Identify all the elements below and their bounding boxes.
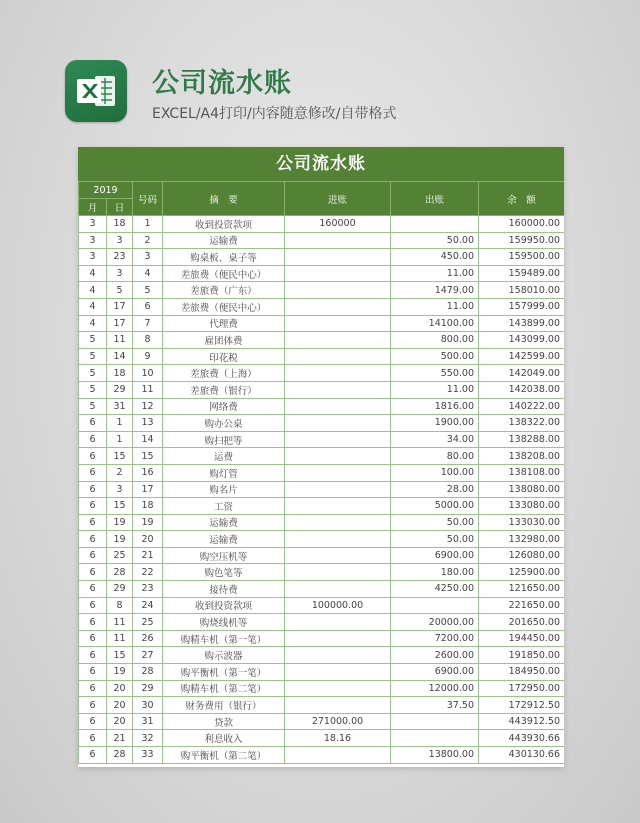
expense-cell: 50.00 [391, 531, 479, 548]
expense-cell [391, 597, 479, 614]
number-cell: 12 [133, 398, 163, 415]
income-cell [285, 298, 391, 315]
table-row [79, 232, 565, 249]
description-cell: 购灯管 [163, 464, 285, 481]
description-cell: 购烧线机等 [163, 614, 285, 631]
number-cell: 1 [133, 216, 163, 233]
income-cell [285, 481, 391, 498]
description-cell: 运费 [163, 448, 285, 465]
day-cell: 11 [107, 614, 133, 631]
day-cell: 18 [107, 216, 133, 233]
table-row [79, 547, 565, 564]
expense-cell: 180.00 [391, 564, 479, 581]
balance-cell: 132980.00 [479, 531, 565, 548]
expense-cell: 100.00 [391, 464, 479, 481]
month-cell: 5 [79, 332, 107, 349]
description-cell: 购色笔等 [163, 564, 285, 581]
description-cell: 购空压机等 [163, 547, 285, 564]
month-cell: 6 [79, 498, 107, 515]
day-cell: 17 [107, 315, 133, 332]
income-cell [285, 415, 391, 432]
expense-cell: 1816.00 [391, 398, 479, 415]
balance-cell: 157999.00 [479, 298, 565, 315]
expense-cell: 1900.00 [391, 415, 479, 432]
number-cell: 13 [133, 415, 163, 432]
balance-cell: 126080.00 [479, 547, 565, 564]
table-row [79, 713, 565, 730]
balance-cell: 140222.00 [479, 398, 565, 415]
description-cell: 运输费 [163, 531, 285, 548]
income-cell [285, 747, 391, 764]
expense-cell: 7200.00 [391, 630, 479, 647]
month-cell: 6 [79, 680, 107, 697]
number-cell: 25 [133, 614, 163, 631]
number-cell: 20 [133, 531, 163, 548]
sheet-banner: 公司流水账 [78, 147, 564, 181]
ledger-table [78, 181, 564, 764]
number-cell: 9 [133, 348, 163, 365]
expense-cell: 550.00 [391, 365, 479, 382]
month-cell: 6 [79, 431, 107, 448]
expense-cell: 14100.00 [391, 315, 479, 332]
balance-cell: 443912.50 [479, 713, 565, 730]
balance-cell: 143099.00 [479, 332, 565, 349]
month-cell: 6 [79, 647, 107, 664]
expense-cell: 6900.00 [391, 664, 479, 681]
day-cell: 14 [107, 348, 133, 365]
income-cell [285, 249, 391, 266]
table-row [79, 216, 565, 233]
table-row [79, 332, 565, 349]
day-cell: 15 [107, 647, 133, 664]
year-header: 2019 [79, 182, 133, 199]
description-cell: 印花税 [163, 348, 285, 365]
description-cell: 购平衡机（第一笔） [163, 664, 285, 681]
ledger-sheet [78, 147, 564, 767]
expense-cell: 11.00 [391, 381, 479, 398]
day-cell: 18 [107, 365, 133, 382]
expense-cell: 20000.00 [391, 614, 479, 631]
ledger-body [79, 216, 565, 764]
expense-cell [391, 730, 479, 747]
balance-cell: 160000.00 [479, 216, 565, 233]
expense-cell: 2600.00 [391, 647, 479, 664]
income-cell [285, 265, 391, 282]
month-cell: 6 [79, 481, 107, 498]
balance-cell: 159950.00 [479, 232, 565, 249]
day-cell: 17 [107, 298, 133, 315]
expense-cell: 12000.00 [391, 680, 479, 697]
number-cell: 30 [133, 697, 163, 714]
income-cell: 271000.00 [285, 713, 391, 730]
table-row [79, 498, 565, 515]
balance-cell: 143899.00 [479, 315, 565, 332]
table-row [79, 365, 565, 382]
table-row [79, 680, 565, 697]
number-cell: 22 [133, 564, 163, 581]
balance-cell: 172950.00 [479, 680, 565, 697]
balance-cell: 191850.00 [479, 647, 565, 664]
number-cell: 23 [133, 581, 163, 598]
month-cell: 6 [79, 531, 107, 548]
balance-cell: 142599.00 [479, 348, 565, 365]
table-row [79, 564, 565, 581]
number-cell: 17 [133, 481, 163, 498]
day-cell: 20 [107, 713, 133, 730]
description-cell: 购精车机（第一笔） [163, 630, 285, 647]
description-cell: 代理费 [163, 315, 285, 332]
excel-icon [65, 60, 127, 122]
balance-cell: 138080.00 [479, 481, 565, 498]
month-cell: 6 [79, 547, 107, 564]
number-cell: 6 [133, 298, 163, 315]
description-cell: 差旅费（银行） [163, 381, 285, 398]
month-cell: 5 [79, 381, 107, 398]
month-cell: 6 [79, 564, 107, 581]
description-cell: 财务费用（银行） [163, 697, 285, 714]
expense-cell: 5000.00 [391, 498, 479, 515]
day-cell: 15 [107, 448, 133, 465]
expense-cell: 450.00 [391, 249, 479, 266]
day-cell: 11 [107, 630, 133, 647]
day-cell: 28 [107, 564, 133, 581]
table-row [79, 348, 565, 365]
month-cell: 3 [79, 232, 107, 249]
day-cell: 19 [107, 531, 133, 548]
table-row [79, 664, 565, 681]
table-row [79, 398, 565, 415]
expense-cell: 13800.00 [391, 747, 479, 764]
expense-cell: 11.00 [391, 298, 479, 315]
income-cell [285, 664, 391, 681]
col-out-header: 出账 [391, 182, 479, 216]
table-row [79, 282, 565, 299]
col-in-header: 进账 [285, 182, 391, 216]
number-cell: 24 [133, 597, 163, 614]
number-cell: 29 [133, 680, 163, 697]
income-cell [285, 365, 391, 382]
expense-cell [391, 713, 479, 730]
table-row [79, 315, 565, 332]
page-subtitle: EXCEL/A4打印/内容随意修改/自带格式 [152, 106, 397, 122]
balance-cell: 430130.66 [479, 747, 565, 764]
table-row [79, 630, 565, 647]
balance-cell: 142049.00 [479, 365, 565, 382]
table-row [79, 730, 565, 747]
month-cell: 5 [79, 365, 107, 382]
income-cell [285, 282, 391, 299]
day-cell: 21 [107, 730, 133, 747]
expense-cell: 6900.00 [391, 547, 479, 564]
table-row [79, 514, 565, 531]
number-cell: 15 [133, 448, 163, 465]
day-cell: 8 [107, 597, 133, 614]
month-cell: 6 [79, 664, 107, 681]
balance-cell: 443930.66 [479, 730, 565, 747]
expense-cell: 80.00 [391, 448, 479, 465]
balance-cell: 138208.00 [479, 448, 565, 465]
income-cell [285, 315, 391, 332]
table-row [79, 249, 565, 266]
day-cell: 3 [107, 481, 133, 498]
page-title: 公司流水账 [152, 68, 292, 99]
description-cell: 网络费 [163, 398, 285, 415]
income-cell [285, 514, 391, 531]
table-row [79, 298, 565, 315]
day-cell: 29 [107, 581, 133, 598]
day-cell: 15 [107, 498, 133, 515]
col-desc-header: 摘 要 [163, 182, 285, 216]
balance-cell: 159489.00 [479, 265, 565, 282]
col-balance-header: 余 额 [479, 182, 565, 216]
description-cell: 贷款 [163, 713, 285, 730]
day-cell: 3 [107, 232, 133, 249]
excel-logo [65, 60, 127, 122]
month-cell: 6 [79, 697, 107, 714]
number-cell: 19 [133, 514, 163, 531]
balance-cell: 133080.00 [479, 498, 565, 515]
balance-cell: 138288.00 [479, 431, 565, 448]
day-cell: 11 [107, 332, 133, 349]
number-cell: 33 [133, 747, 163, 764]
income-cell: 18.16 [285, 730, 391, 747]
number-cell: 28 [133, 664, 163, 681]
description-cell: 收到投资款项 [163, 597, 285, 614]
month-cell: 4 [79, 282, 107, 299]
month-cell: 4 [79, 315, 107, 332]
month-cell: 4 [79, 265, 107, 282]
month-cell: 6 [79, 514, 107, 531]
income-cell [285, 398, 391, 415]
number-cell: 14 [133, 431, 163, 448]
expense-cell: 800.00 [391, 332, 479, 349]
expense-cell [391, 216, 479, 233]
day-cell: 29 [107, 381, 133, 398]
income-cell [285, 381, 391, 398]
number-cell: 26 [133, 630, 163, 647]
month-cell: 6 [79, 597, 107, 614]
day-cell: 25 [107, 547, 133, 564]
description-cell: 差旅费（便民中心） [163, 298, 285, 315]
number-cell: 3 [133, 249, 163, 266]
description-cell: 购名片 [163, 481, 285, 498]
balance-cell: 142038.00 [479, 381, 565, 398]
day-cell: 31 [107, 398, 133, 415]
month-cell: 6 [79, 747, 107, 764]
income-cell [285, 232, 391, 249]
day-cell: 20 [107, 697, 133, 714]
day-cell: 2 [107, 464, 133, 481]
description-cell: 运输费 [163, 232, 285, 249]
table-row [79, 481, 565, 498]
month-cell: 6 [79, 415, 107, 432]
month-cell: 6 [79, 730, 107, 747]
description-cell: 利息收入 [163, 730, 285, 747]
balance-cell: 158010.00 [479, 282, 565, 299]
month-cell: 6 [79, 630, 107, 647]
number-cell: 16 [133, 464, 163, 481]
description-cell: 雇团体费 [163, 332, 285, 349]
table-row [79, 265, 565, 282]
number-cell: 31 [133, 713, 163, 730]
month-cell: 6 [79, 448, 107, 465]
expense-cell: 50.00 [391, 232, 479, 249]
balance-cell: 159500.00 [479, 249, 565, 266]
col-no-header: 号码 [133, 182, 163, 216]
description-cell: 差旅费（上海） [163, 365, 285, 382]
balance-cell: 201650.00 [479, 614, 565, 631]
description-cell: 购扫把等 [163, 431, 285, 448]
description-cell: 差旅费（便民中心） [163, 265, 285, 282]
day-cell: 20 [107, 680, 133, 697]
table-row [79, 747, 565, 764]
month-cell: 6 [79, 614, 107, 631]
balance-cell: 172912.50 [479, 697, 565, 714]
expense-cell: 500.00 [391, 348, 479, 365]
number-cell: 32 [133, 730, 163, 747]
income-cell [285, 564, 391, 581]
number-cell: 5 [133, 282, 163, 299]
balance-cell: 138322.00 [479, 415, 565, 432]
day-cell: 19 [107, 664, 133, 681]
income-cell [285, 680, 391, 697]
description-cell: 购平衡机（第二笔） [163, 747, 285, 764]
balance-cell: 125900.00 [479, 564, 565, 581]
balance-cell: 138108.00 [479, 464, 565, 481]
description-cell: 购示波器 [163, 647, 285, 664]
table-row [79, 381, 565, 398]
day-cell: 28 [107, 747, 133, 764]
expense-cell: 4250.00 [391, 581, 479, 598]
table-row [79, 697, 565, 714]
description-cell: 差旅费（广东） [163, 282, 285, 299]
day-cell: 1 [107, 431, 133, 448]
number-cell: 18 [133, 498, 163, 515]
number-cell: 4 [133, 265, 163, 282]
month-cell: 6 [79, 713, 107, 730]
month-cell: 6 [79, 581, 107, 598]
month-cell: 5 [79, 398, 107, 415]
table-row [79, 415, 565, 432]
balance-cell: 121650.00 [479, 581, 565, 598]
table-row [79, 597, 565, 614]
description-cell: 运输费 [163, 514, 285, 531]
number-cell: 2 [133, 232, 163, 249]
description-cell: 接待费 [163, 581, 285, 598]
income-cell: 160000 [285, 216, 391, 233]
month-cell: 3 [79, 216, 107, 233]
day-cell: 3 [107, 265, 133, 282]
table-row [79, 531, 565, 548]
balance-cell: 221650.00 [479, 597, 565, 614]
income-cell [285, 697, 391, 714]
expense-cell: 28.00 [391, 481, 479, 498]
number-cell: 8 [133, 332, 163, 349]
number-cell: 21 [133, 547, 163, 564]
balance-cell: 184950.00 [479, 664, 565, 681]
table-row [79, 464, 565, 481]
income-cell [285, 614, 391, 631]
income-cell [285, 547, 391, 564]
day-cell: 19 [107, 514, 133, 531]
description-cell: 购桌板、桌子等 [163, 249, 285, 266]
day-cell: 5 [107, 282, 133, 299]
income-cell [285, 531, 391, 548]
expense-cell: 50.00 [391, 514, 479, 531]
description-cell: 购精车机（第二笔） [163, 680, 285, 697]
table-row [79, 581, 565, 598]
description-cell: 购办公桌 [163, 415, 285, 432]
expense-cell: 11.00 [391, 265, 479, 282]
expense-cell: 34.00 [391, 431, 479, 448]
income-cell [285, 498, 391, 515]
table-row [79, 614, 565, 631]
day-cell: 1 [107, 415, 133, 432]
month-cell: 5 [79, 348, 107, 365]
balance-cell: 133030.00 [479, 514, 565, 531]
table-row [79, 647, 565, 664]
table-row [79, 448, 565, 465]
table-row [79, 431, 565, 448]
number-cell: 11 [133, 381, 163, 398]
income-cell [285, 581, 391, 598]
number-cell: 10 [133, 365, 163, 382]
balance-cell: 194450.00 [479, 630, 565, 647]
income-cell [285, 647, 391, 664]
col-day-header: 日 [107, 199, 133, 216]
expense-cell: 37.50 [391, 697, 479, 714]
col-month-header: 月 [79, 199, 107, 216]
income-cell [285, 448, 391, 465]
number-cell: 27 [133, 647, 163, 664]
income-cell [285, 464, 391, 481]
income-cell: 100000.00 [285, 597, 391, 614]
day-cell: 23 [107, 249, 133, 266]
income-cell [285, 630, 391, 647]
income-cell [285, 431, 391, 448]
description-cell: 收到投资款项 [163, 216, 285, 233]
month-cell: 4 [79, 298, 107, 315]
income-cell [285, 348, 391, 365]
month-cell: 3 [79, 249, 107, 266]
number-cell: 7 [133, 315, 163, 332]
month-cell: 6 [79, 464, 107, 481]
expense-cell: 1479.00 [391, 282, 479, 299]
description-cell: 工资 [163, 498, 285, 515]
income-cell [285, 332, 391, 349]
